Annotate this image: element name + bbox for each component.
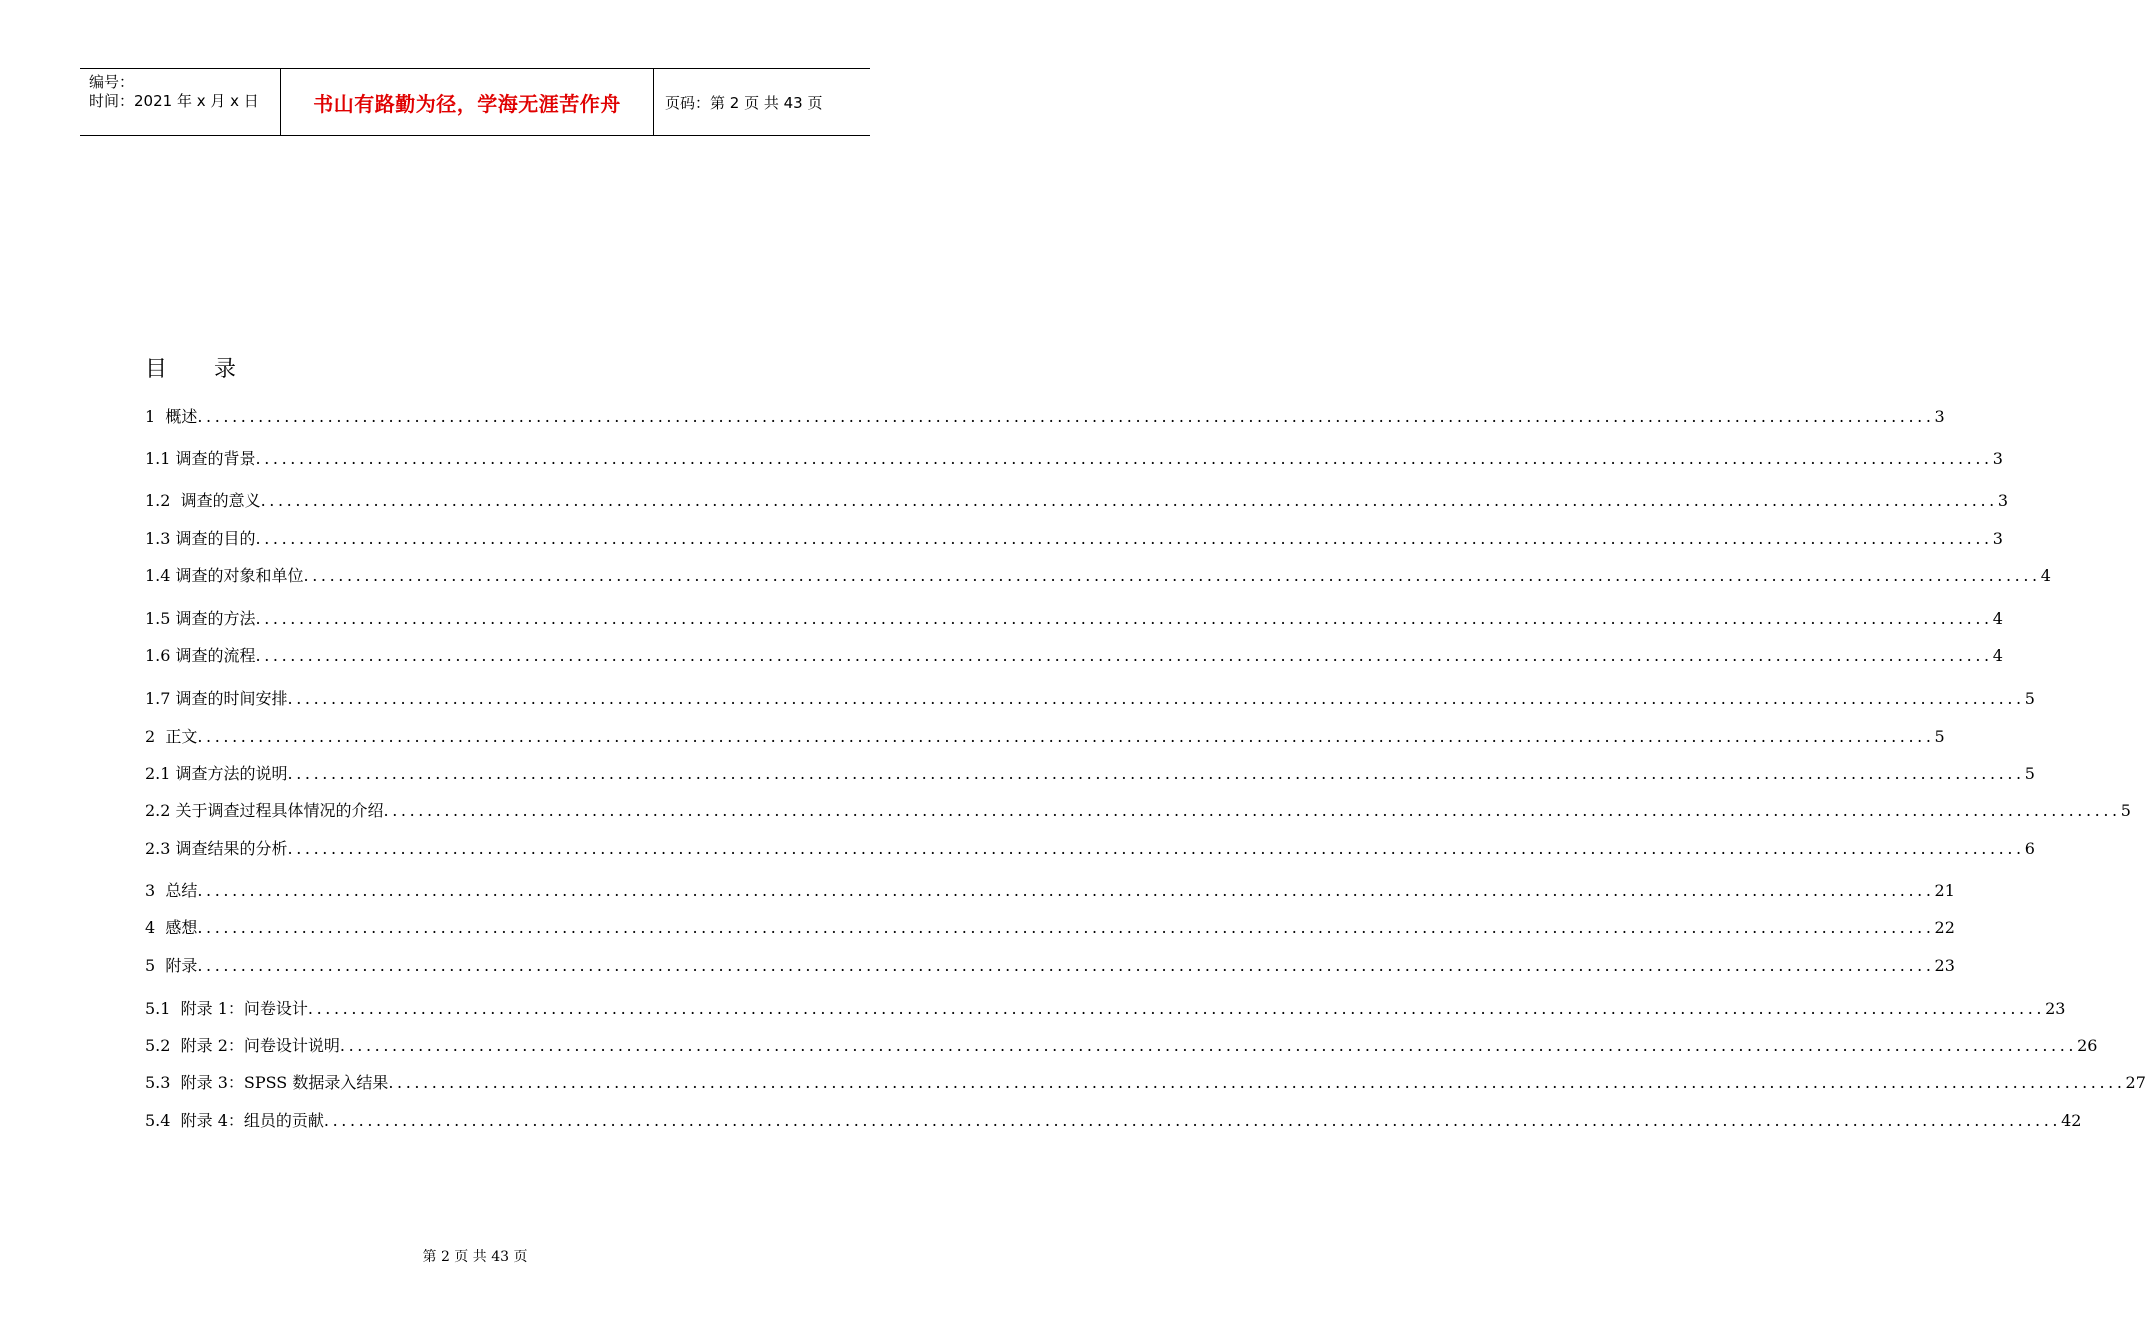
toc-entry-label: 1.2 调查的意义 — [145, 491, 261, 510]
toc-dot-leader: ........................................................................................................................................................................................................ — [197, 881, 1935, 900]
toc-entry[interactable] — [145, 688, 2035, 710]
toc-entry[interactable] — [145, 880, 1955, 902]
toc-entry-label: 2.3 调查结果的分析 — [145, 839, 288, 858]
toc-entry[interactable] — [145, 726, 1945, 748]
toc-entry-label: 5 附录 — [145, 956, 198, 975]
toc-dot-leader: ........................................................................................................................................................................................................ — [260, 491, 1998, 510]
toc-entry-label: 2.2 关于调查过程具体情况的介绍 — [145, 801, 384, 820]
toc-entry-page: 22 — [1934, 918, 1955, 937]
toc-entry[interactable] — [145, 955, 1955, 977]
toc-entry-label: 1.1 调查的背景 — [145, 449, 256, 468]
toc-entry[interactable] — [145, 645, 2003, 667]
toc-entry[interactable] — [145, 1035, 2098, 1057]
toc-entry-page: 3 — [1997, 491, 2008, 510]
toc-entry-label: 3 总结 — [145, 881, 198, 900]
toc-entry-page: 3 — [1992, 529, 2003, 548]
toc-dot-leader: ........................................................................................................................................................................................................ — [197, 956, 1935, 975]
toc-entry-page: 4 — [1992, 609, 2003, 628]
toc-entry[interactable] — [145, 448, 2003, 470]
toc-entry-page: 26 — [2077, 1036, 2098, 1055]
toc-dot-leader: ........................................................................................................................................................................................................ — [287, 839, 2025, 858]
toc-entry-page: 3 — [1992, 449, 2003, 468]
toc-entry-page: 5 — [2024, 689, 2035, 708]
toc-entry[interactable] — [145, 1110, 2082, 1132]
toc-entry[interactable] — [145, 800, 2131, 822]
toc-entry-label: 5.3 附录 3：SPSS 数据录入结果 — [145, 1073, 389, 1092]
toc-entry-page: 4 — [2040, 566, 2051, 585]
toc-entry[interactable] — [145, 1072, 2146, 1094]
toc-dot-leader: ........................................................................................................................................................................................................ — [287, 689, 2025, 708]
toc-title: 目 录 — [145, 357, 256, 382]
toc-dot-leader: ........................................................................................................................................................................................................ — [255, 646, 1993, 665]
toc-dot-leader: ........................................................................................................................................................................................................ — [255, 449, 1993, 468]
document-number-label: 编号： — [89, 73, 135, 91]
toc-entry-label: 1 概述 — [145, 407, 198, 426]
toc-dot-leader: ........................................................................................................................................................................................................ — [383, 801, 2121, 820]
toc-entry-page: 23 — [1934, 956, 1955, 975]
toc-dot-leader: ........................................................................................................................................................................................................ — [197, 918, 1935, 937]
toc-entry[interactable] — [145, 998, 2066, 1020]
toc-entry-page: 5 — [1934, 727, 1945, 746]
toc-entry-page: 5 — [2120, 801, 2131, 820]
toc-dot-leader: ........................................................................................................................................................................................................ — [323, 1111, 2062, 1130]
toc-entry-page: 42 — [2061, 1111, 2082, 1130]
toc-entry-label: 1.7 调查的时间安排 — [145, 689, 288, 708]
toc-dot-leader: ........................................................................................................................................................................................................ — [287, 764, 2025, 783]
page-header — [80, 68, 870, 136]
toc-dot-leader: ........................................................................................................................................................................................................ — [197, 727, 1935, 746]
toc-entry-page: 4 — [1992, 646, 2003, 665]
toc-entry-label: 5.1 附录 1：问卷设计 — [145, 999, 308, 1018]
toc-dot-leader: ........................................................................................................................................................................................................ — [255, 609, 1993, 628]
toc-entry-label: 2.1 调查方法的说明 — [145, 764, 288, 783]
toc-entry[interactable] — [145, 763, 2035, 785]
toc-dot-leader: ........................................................................................................................................................................................................ — [307, 999, 2046, 1018]
toc-entry-label: 5.4 附录 4：组员的贡献 — [145, 1111, 324, 1130]
header-motto: 书山有路勤为径，学海无涯苦作舟 — [313, 91, 621, 116]
toc-dot-leader: ........................................................................................................................................................................................................ — [388, 1073, 2126, 1092]
toc-entry-label: 1.6 调查的流程 — [145, 646, 256, 665]
toc-dot-leader: ........................................................................................................................................................................................................ — [339, 1036, 2078, 1055]
toc-entry[interactable] — [145, 406, 1945, 428]
header-page-cell — [654, 69, 870, 135]
toc-entry-label: 1.3 调查的目的 — [145, 529, 256, 548]
toc-dot-leader: ........................................................................................................................................................................................................ — [255, 529, 1993, 548]
toc-entry-page: 3 — [1934, 407, 1945, 426]
toc-entry-page: 27 — [2125, 1073, 2146, 1092]
toc-dot-leader: ........................................................................................................................................................................................................ — [197, 407, 1935, 426]
toc-entry-label: 1.5 调查的方法 — [145, 609, 256, 628]
toc-entry-page: 23 — [2045, 999, 2066, 1018]
toc-entry-label: 2 正文 — [145, 727, 198, 746]
toc-entry[interactable] — [145, 917, 1955, 939]
toc-entry-label: 4 感想 — [145, 918, 198, 937]
toc-entry-label: 1.4 调查的对象和单位 — [145, 566, 304, 585]
header-page-label: 页码：第 2 页 共 43 页 — [665, 93, 823, 112]
toc-entry[interactable] — [145, 490, 2008, 512]
document-time-label: 时间：2021 年 x 月 x 日 — [89, 92, 259, 110]
toc-entry-page: 5 — [2024, 764, 2035, 783]
toc-entry[interactable] — [145, 608, 2003, 630]
toc-entry[interactable] — [145, 838, 2035, 860]
toc-entry-page: 21 — [1934, 881, 1955, 900]
toc-entry[interactable] — [145, 528, 2003, 550]
toc-dot-leader: ........................................................................................................................................................................................................ — [303, 566, 2041, 585]
toc-entry-page: 6 — [2024, 839, 2035, 858]
toc-entry[interactable] — [145, 565, 2051, 587]
page-footer: 第 2 页 共 43 页 — [422, 1249, 528, 1265]
header-meta-cell — [80, 69, 281, 135]
header-motto-cell — [281, 69, 654, 135]
toc-entry-label: 5.2 附录 2：问卷设计说明 — [145, 1036, 340, 1055]
